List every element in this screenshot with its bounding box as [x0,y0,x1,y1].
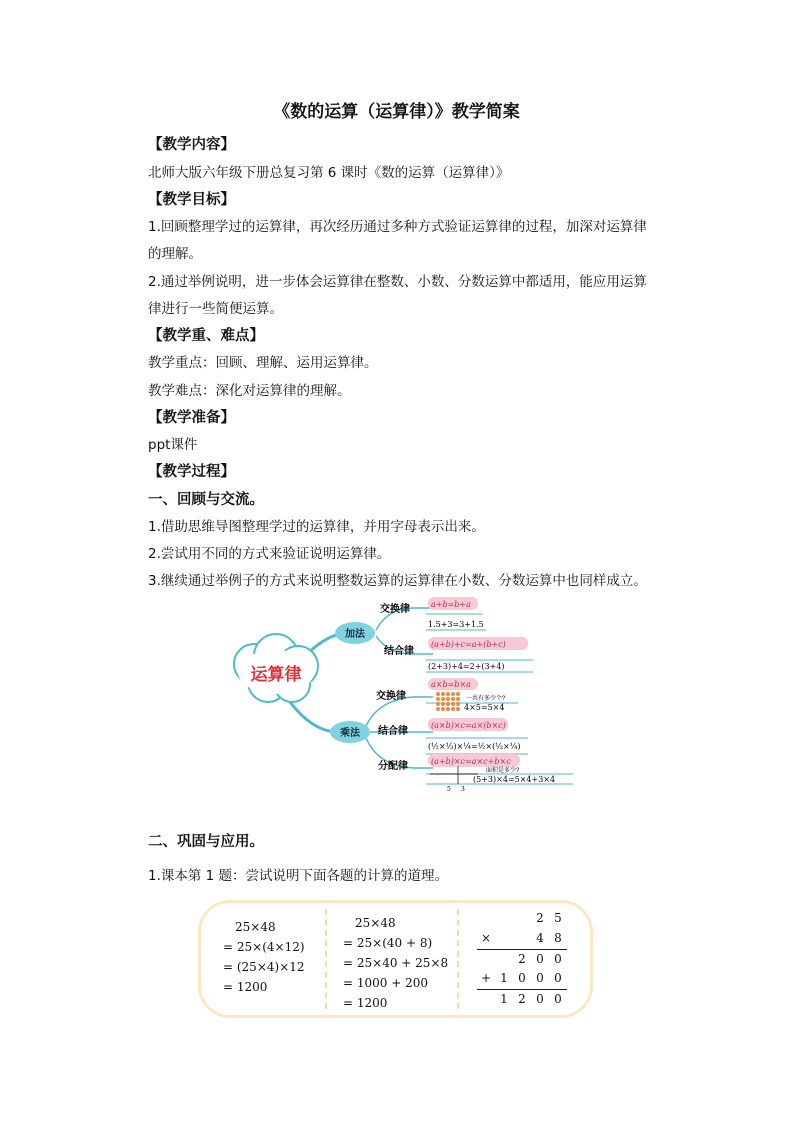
calc-col2-line-1: 25×48 [355,916,396,930]
key-heading: 【教学重、难点】 [148,328,264,344]
column-divider [457,909,459,1009]
mul-label: 乘法 [340,728,360,739]
center-label: 运算律 [250,665,302,684]
mul-dist-dim-2: 3 [461,786,465,793]
digit: 2 [518,992,526,1006]
rule-line [477,989,567,990]
add-comm-formula: a+b=b+a [431,600,471,609]
mul-dist-label: 分配律 [378,761,408,772]
area-diagram [430,766,478,784]
mul-dist-question: 面积是多少? [486,768,520,774]
mul-assoc-label: 结合律 [378,726,408,737]
process-heading: 【教学过程】 [148,464,235,480]
digit: 8 [554,931,562,945]
digit: 0 [536,992,544,1006]
add-comm-label: 交换律 [380,604,410,615]
goal-2-line-2: 律进行一些简便运算。 [148,301,283,317]
mul-assoc-formula: (a×b)×c=a×(b×c) [431,721,506,730]
part-2-item-1: 1.课本第 1 题：尝试说明下面各题的计算的道理。 [148,868,449,884]
part-2-heading: 二、巩固与应用。 [148,834,264,850]
prep-heading: 【教学准备】 [148,410,235,426]
add-assoc-formula: (a+b)+c=a+(b+c) [431,640,506,649]
digit: 0 [554,952,562,966]
mul-assoc-example: (½×⅓)×¼=½×(⅓×¼) [428,742,521,751]
prep-text: ppt课件 [148,437,198,453]
part-1-item-2: 2.尝试用不同的方式来验证说明运算律。 [148,546,391,562]
digit: 1 [500,992,508,1006]
digit: 2 [518,952,526,966]
mul-comm-label: 交换律 [376,691,406,702]
calc-col2-line-4: = 1000 + 200 [343,976,428,990]
content-text: 北师大版六年级下册总复习第 6 课时《数的运算（运算律）》 [148,165,510,181]
calc-col2-line-3: = 25×40 + 25×8 [343,956,449,970]
digit: 5 [554,911,562,925]
key-point: 教学重点：回顾、理解、运用运算律。 [148,355,378,371]
goal-2-line-1: 2.通过举例说明，进一步体会运算律在整数、小数、分数运算中都适用，能应用运算 [148,274,647,290]
plus-sign: + [480,971,492,985]
digit: 0 [536,952,544,966]
column-divider [325,909,327,1009]
dots-grid [436,692,460,711]
mind-map-graphic [228,594,578,794]
times-sign: × [480,931,492,945]
mul-comm-example: 4×5=5×4 [464,703,505,712]
rule-line [477,949,567,950]
calculation-box [198,900,593,1018]
mind-map [228,594,578,798]
add-comm-example: 1.5+3=3+1.5 [428,620,484,629]
page-title: 《数的运算（运算律）》教学简案 [273,102,520,122]
calc-col1-line-3: = (25×4)×12 [223,960,305,974]
difficult-point: 教学难点：深化对运算律的理解。 [148,383,351,399]
add-assoc-example: (2+3)+4=2+(3+4) [428,662,505,671]
mul-dist-example: (5+3)×4=5×4+3×4 [473,775,556,784]
calc-col2-line-5: = 1200 [343,996,388,1010]
calc-col1-line-1: 25×48 [235,920,276,934]
mul-dist-dim-1: 5 [447,786,451,793]
mul-comm-question: 一共有多少个? [466,696,506,702]
part-1-heading: 一、回顾与交流。 [148,492,264,508]
part-1-item-1: 1.借助思维导图整理学过的运算律，并用字母表示出来。 [148,519,485,535]
part-1-item-3: 3.继续通过举例子的方式来说明整数运算的运算律在小数、分数运算中也同样成立。 [148,573,647,589]
add-label: 加法 [345,629,365,640]
goal-1-line-1: 1.回顾整理学过的运算律，再次经历通过多种方式验证运算律的过程，加深对运算律 [148,219,647,235]
mul-dist-formula: (a+b)×c=a×c+b×c [431,757,511,766]
calc-col1-line-4: = 1200 [223,980,268,994]
calc-col2-line-2: = 25×(40 + 8) [343,936,433,950]
digit: 0 [554,992,562,1006]
digit: 1 [500,971,508,985]
digit: 0 [554,971,562,985]
goals-heading: 【教学目标】 [148,192,235,208]
add-assoc-label: 结合律 [384,646,414,657]
digit: 0 [536,971,544,985]
branch-mul [290,702,338,732]
mul-comm-formula: a×b=b×a [431,680,471,689]
calc-col1-line-2: = 25×(4×12) [223,940,305,954]
vertical-multiplication [477,903,577,1013]
content-heading: 【教学内容】 [148,137,235,153]
digit: 0 [518,971,526,985]
digit: 2 [536,911,544,925]
goal-1-line-2: 的理解。 [148,246,202,262]
digit: 4 [536,931,544,945]
